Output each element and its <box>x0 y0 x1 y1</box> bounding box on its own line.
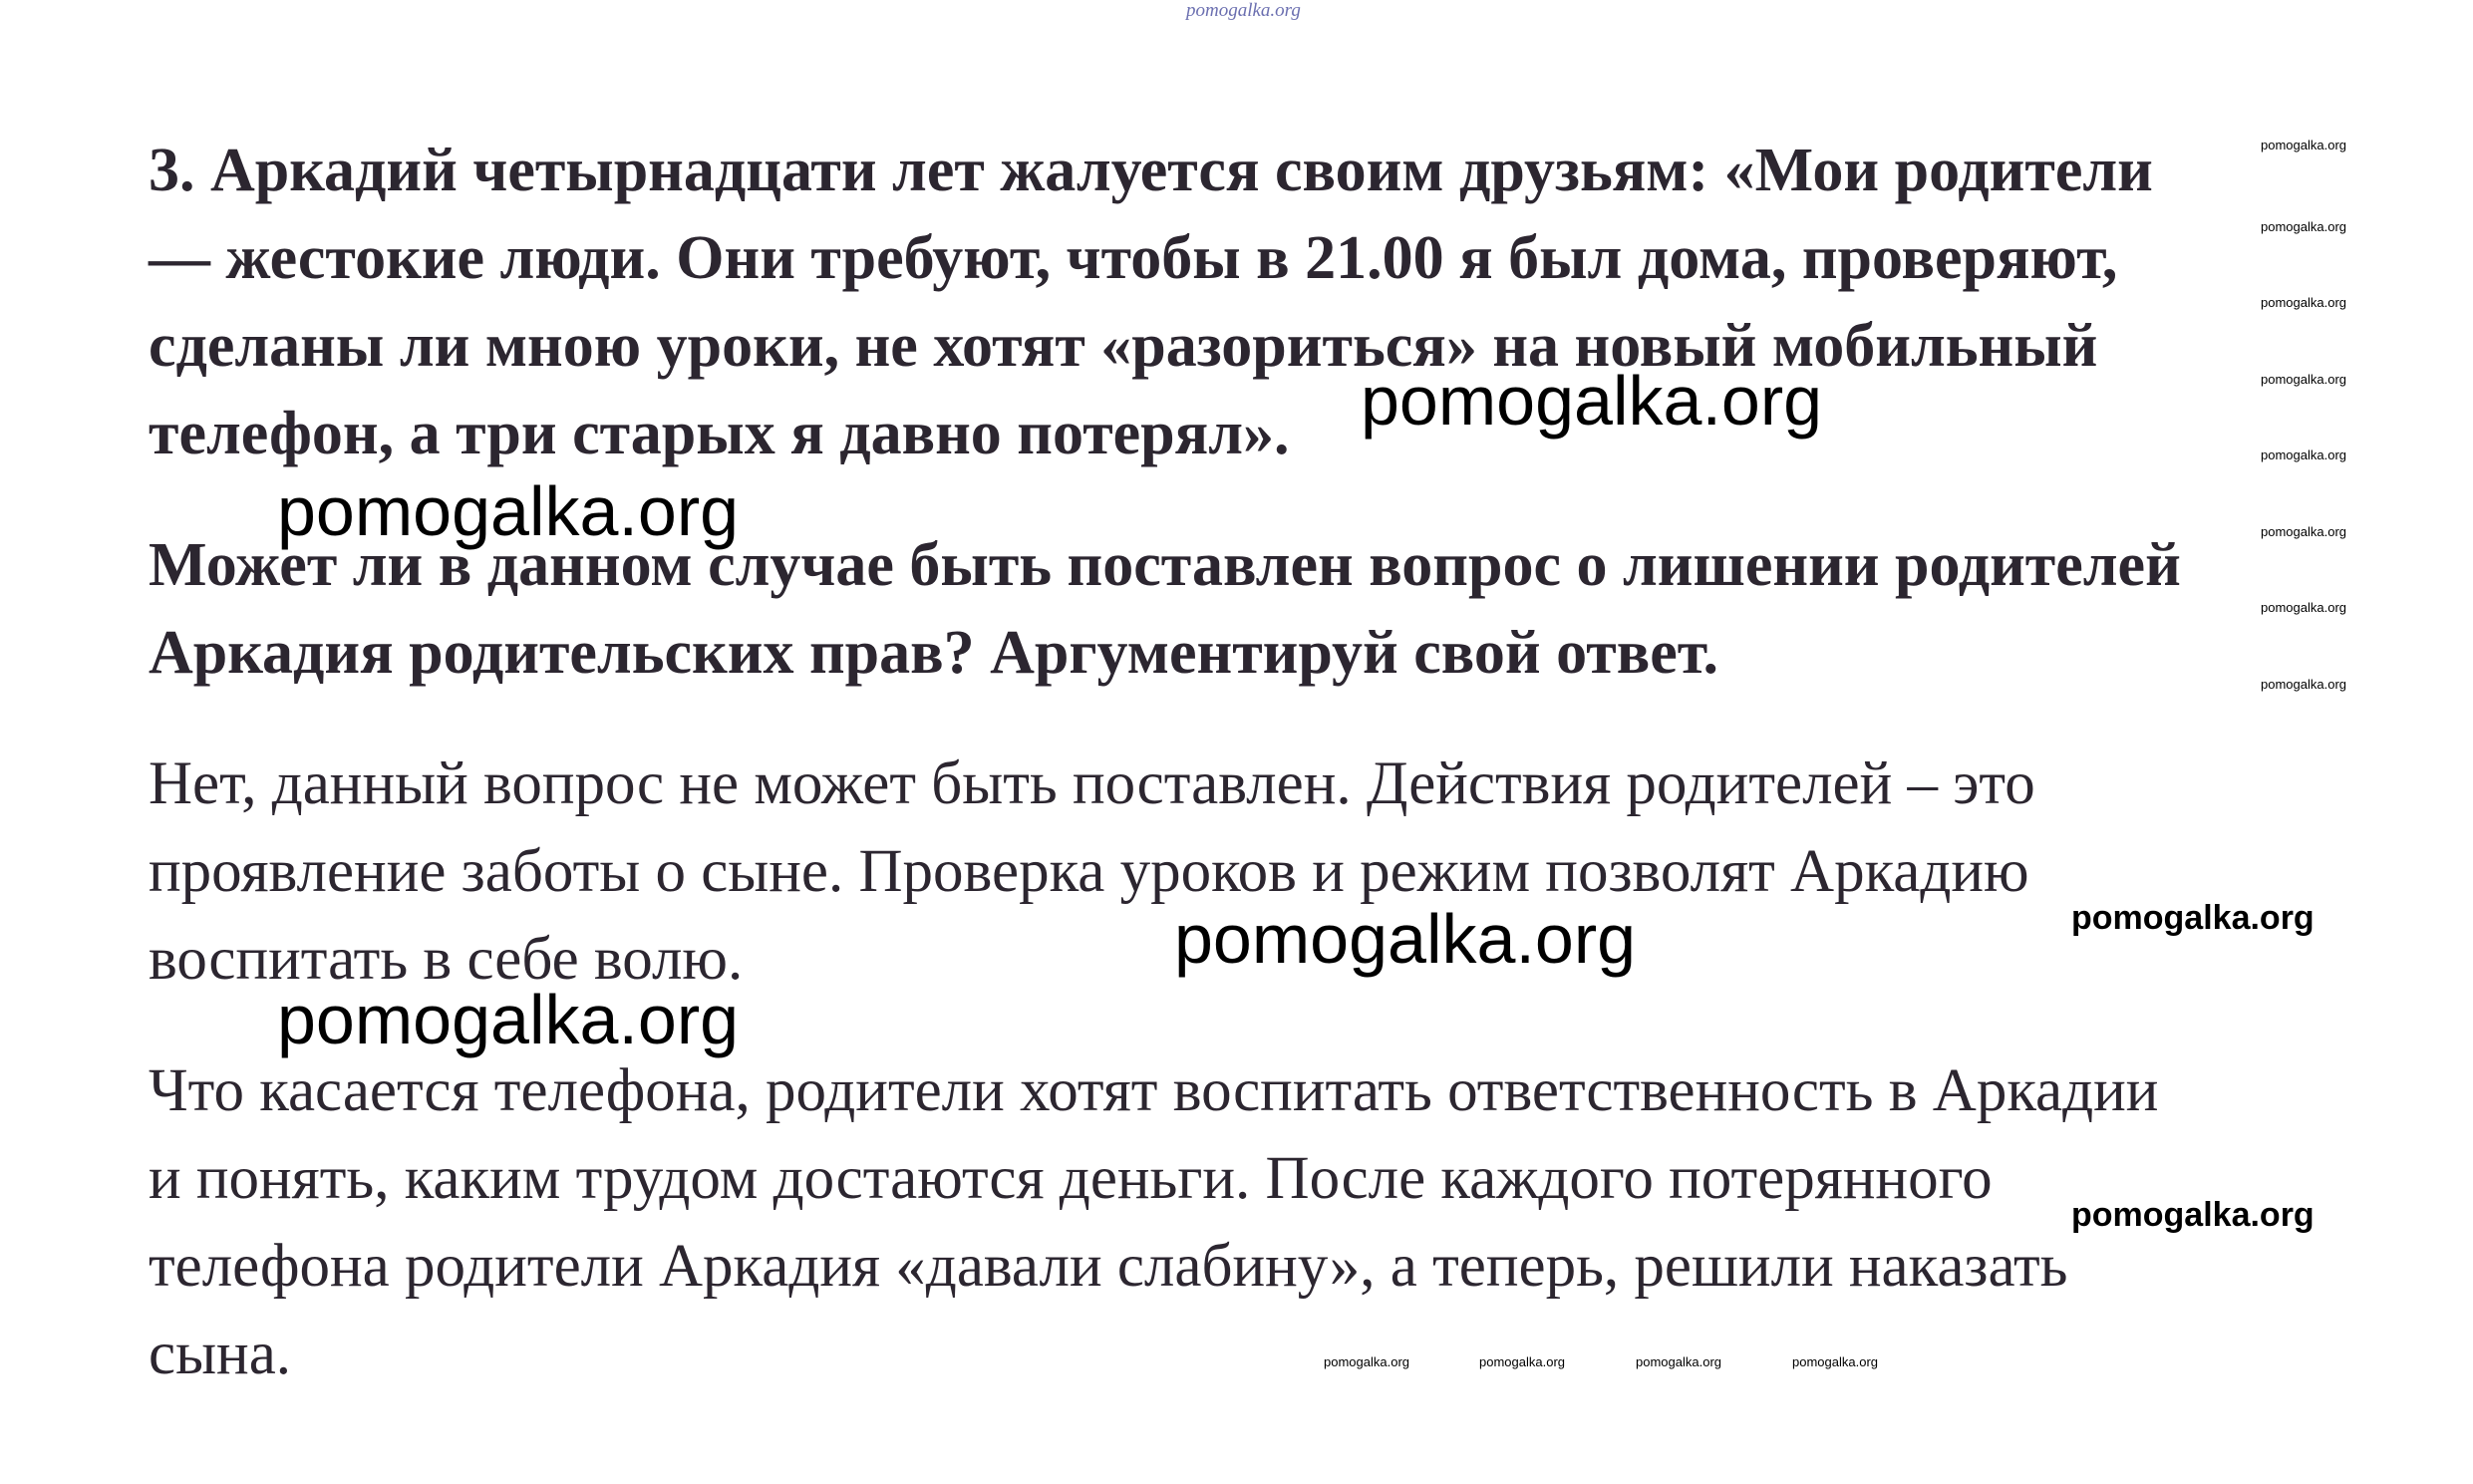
prompt-line: Может ли в данном случае быть поставлен вопрос о лишении родителей <box>149 531 2181 599</box>
watermark-small: pomogalka.org <box>2261 677 2346 692</box>
watermark-small: pomogalka.org <box>2261 138 2346 152</box>
question-line: сделаны ли мною уроки, не хотят «разориться» на новый мобильный <box>149 312 2098 380</box>
question-line: — жестокие люди. Они требуют, чтобы в 21.00 я был дома, проверяют, <box>149 224 2118 292</box>
answer-line: и понять, каким трудом достаются деньги. После каждого потерянного <box>149 1145 1993 1212</box>
watermark-large: pomogalka.org <box>1174 900 1637 978</box>
watermark-large: pomogalka.org <box>277 981 740 1058</box>
question-line: телефон, а три старых я давно потерял». <box>149 400 1290 467</box>
answer-line: проявление заботы о сыне. Проверка уроков и режим позволят Аркадию <box>149 838 2029 905</box>
watermark-large: pomogalka.org <box>1361 362 1823 440</box>
watermark-medium: pomogalka.org <box>2071 1196 2315 1234</box>
question-text <box>149 127 2361 477</box>
watermark-small: pomogalka.org <box>1324 1354 1409 1369</box>
answer-line: Нет, данный вопрос не может быть поставлен. Действия родителей – это <box>149 750 2035 817</box>
watermark-small: pomogalka.org <box>2261 524 2346 539</box>
answer-paragraph-2 <box>149 1047 2381 1398</box>
watermark-small: pomogalka.org <box>2261 219 2346 234</box>
watermark-small: pomogalka.org <box>1636 1354 1721 1369</box>
watermark-large: pomogalka.org <box>277 472 740 550</box>
watermark-small: pomogalka.org <box>1792 1354 1878 1369</box>
watermark-small: pomogalka.org <box>1479 1354 1565 1369</box>
watermark-small: pomogalka.org <box>2261 600 2346 615</box>
answer-line: Что касается телефона, родители хотят воспитать ответственность в Аркадии <box>149 1057 2159 1124</box>
question-line: 3. Аркадий четырнадцати лет жалуется своим друзьям: «Мои родители <box>149 137 2153 204</box>
watermark-small: pomogalka.org <box>2261 295 2346 310</box>
watermark-small: pomogalka.org <box>2261 447 2346 462</box>
watermark-medium: pomogalka.org <box>2071 899 2315 937</box>
answer-line: телефона родители Аркадия «давали слабину», а теперь, решили наказать <box>149 1233 2068 1300</box>
watermark-small: pomogalka.org <box>2261 372 2346 387</box>
answer-line: сына. <box>149 1321 292 1387</box>
answer-line: воспитать в себе волю. <box>149 926 744 993</box>
prompt-line: Аркадия родительских прав? Аргументируй свой ответ. <box>149 619 1719 687</box>
top-watermark: pomogalka.org <box>1186 0 1301 21</box>
